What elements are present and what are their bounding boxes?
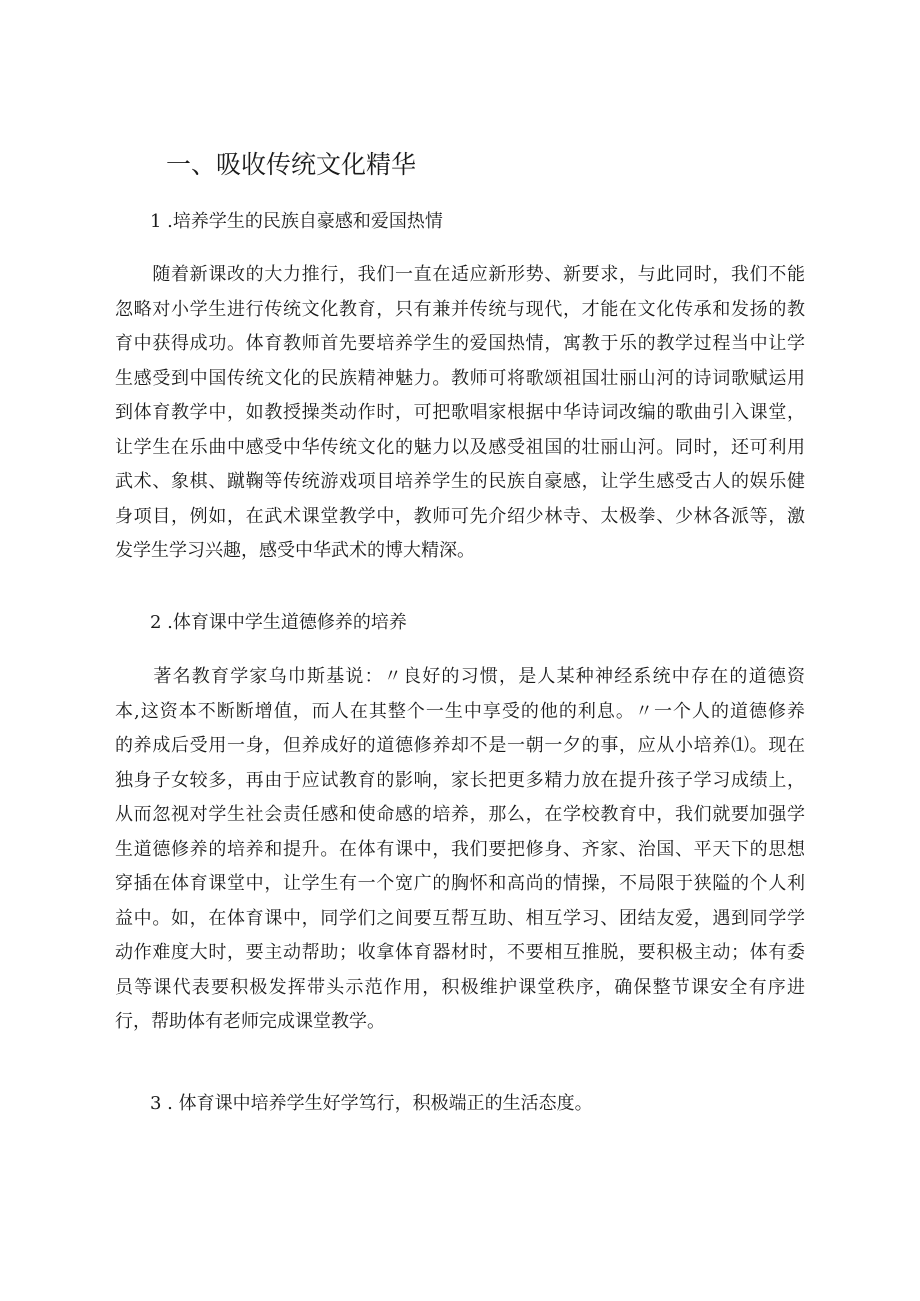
paragraph-line: 动作难度大时，要主动帮助；收拿体育器材时，不要相互推脱，要积极主动；体有委 <box>115 942 805 963</box>
section-title: 一、吸收传统文化精华 <box>166 150 417 179</box>
paragraph-line: 著名教育学家乌巾斯基说：〃良好的习惯，是人某种神经系统中存在的道德资 <box>115 666 805 687</box>
subsection-heading-1: 1 .培养学生的民族自豪感和爱国热情 <box>150 211 443 232</box>
paragraph-line: 的养成后受用一身，但养成好的道德修养却不是一朝一夕的事，应从小培养⑴。现在 <box>115 735 805 756</box>
paragraph-line: 发学生学习兴趣，感受中华武术的博大精深。 <box>115 540 475 561</box>
paragraph-line: 行，帮助体有老师完成课堂教学。 <box>115 1011 385 1032</box>
paragraph-line: 生道德修养的培养和提升。在体有课中，我们要把修身、齐家、治国、平天下的思想 <box>115 838 805 860</box>
paragraph-1 <box>115 258 805 569</box>
paragraph-line: 武术、象棋、蹴鞠等传统游戏项目培养学生的民族自豪感，让学生感受古人的娱乐健 <box>115 471 805 492</box>
paragraph-line: 员等课代表要积极发挥带头示范作用，积极维护课堂秩序，确保整节课安全有序进 <box>115 976 805 998</box>
subsection-heading-2: 2 .体育课中学生道德修养的培养 <box>150 612 407 633</box>
paragraph-line: 身项目，例如，在武术课堂教学中，教师可先介绍少林寺、太极拳、少林各派等，激 <box>115 505 805 527</box>
subsection-heading-3: 3 . 体育课中培养学生好学笃行，积极端正的生活态度。 <box>150 1093 593 1114</box>
paragraph-line: 独身子女较多，再由于应试教育的影响，家长把更多精力放在提升孩子学习成绩上， <box>115 769 805 791</box>
paragraph-line: 益中。如，在体育课中，同学们之间要互帮互助、相互学习、团结友爱，遇到同学学 <box>115 907 805 929</box>
paragraph-line: 从而忽视对学生社会责任感和使命感的培养，那么，在学校教育中，我们就要加强学 <box>115 804 805 825</box>
paragraph-line: 让学生在乐曲中感受中华传统文化的魅力以及感受祖国的壮丽山河。同时，还可利用 <box>115 436 805 458</box>
paragraph-line: 穿插在体育课堂中，让学生有一个宽广的胸怀和高尚的情操，不局限于狭隘的个人利 <box>115 873 805 894</box>
paragraph-line: 忽略对小学生进行传统文化教育，只有兼并传统与现代，才能在文化传承和发扬的教 <box>115 298 805 320</box>
paragraph-line: 育中获得成功。体育教师首先要培养学生的爱国热情，寓教于乐的教学过程当中让学 <box>115 333 805 354</box>
paragraph-line: 生感受到中国传统文化的民族精神魅力。教师可将歌颂祖国壮丽山河的诗词歌赋运用 <box>115 367 805 389</box>
paragraph-line: 随着新课改的大力推行，我们一直在适应新形势、新要求，与此同时，我们不能 <box>115 264 805 285</box>
paragraph-2 <box>115 660 805 1040</box>
paragraph-line: 到体育教学中，如教授操类动作时，可把歌唱家根据中华诗词改编的歌曲引入课堂， <box>115 402 805 423</box>
paragraph-line: 本,这资本不断断增值，而人在其整个一生中享受的他的利息。〃一个人的道德修养 <box>115 700 805 722</box>
